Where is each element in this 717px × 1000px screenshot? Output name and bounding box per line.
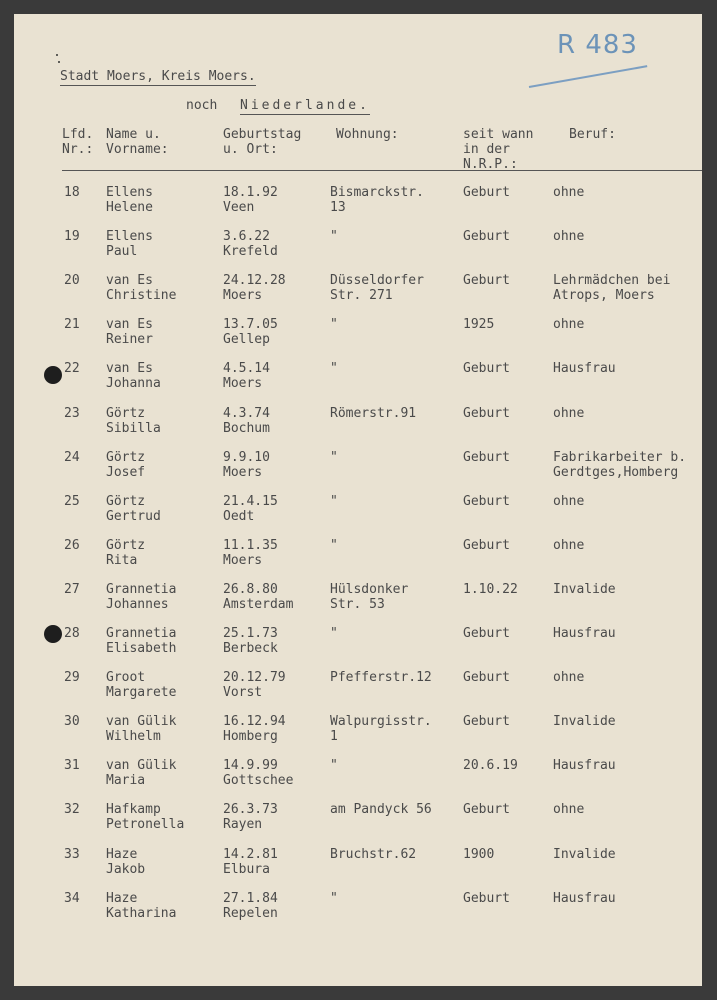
cell-birth: 14.2.81 Elbura <box>223 846 278 877</box>
cell-address: Bismarckstr. 13 <box>330 185 424 215</box>
cell-since: 1.10.22 <box>463 581 518 597</box>
table-row <box>14 582 702 626</box>
table-row <box>14 450 702 494</box>
cell-since: Geburt <box>463 273 510 289</box>
cell-job: ohne <box>553 537 585 553</box>
cell-since: Geburt <box>463 802 510 818</box>
cell-birth: 4.5.14 Moers <box>223 361 270 392</box>
cell-name: van Es Christine <box>106 273 177 304</box>
cell-nr: 27 <box>64 581 80 597</box>
cell-birth: 20.12.79 Vorst <box>223 670 286 701</box>
cell-birth: 26.8.80 Amsterdam <box>223 581 294 612</box>
cell-nr: 30 <box>64 714 80 730</box>
cell-birth: 11.1.35 Moers <box>223 537 278 568</box>
cell-birth: 3.6.22 Krefeld <box>223 229 278 260</box>
cell-name: Görtz Josef <box>106 449 146 480</box>
pencil-stroke <box>529 65 648 88</box>
cell-address: " <box>330 537 338 553</box>
cell-name: Görtz Sibilla <box>106 405 161 436</box>
cell-address: Walpurgisstr. 1 <box>330 714 432 745</box>
cell-since: Geburt <box>463 405 510 421</box>
cell-nr: 34 <box>64 890 80 906</box>
cell-birth: 26.3.73 Rayen <box>223 802 278 833</box>
cell-name: Hafkamp Petronella <box>106 802 185 833</box>
table-row <box>14 714 702 758</box>
cell-since: 1900 <box>463 846 495 862</box>
table-row <box>14 185 702 229</box>
cell-address: am Pandyck 56 <box>330 802 432 818</box>
cell-job: ohne <box>553 405 585 421</box>
paper-speck <box>58 61 60 63</box>
cell-nr: 18 <box>64 185 80 200</box>
table-row <box>14 758 702 802</box>
cell-nr: 22 <box>64 361 80 377</box>
cell-name: Görtz Rita <box>106 537 146 568</box>
cell-name: van Gülik Maria <box>106 758 177 789</box>
cell-job: Hausfrau <box>553 890 616 906</box>
cell-since: Geburt <box>463 890 510 906</box>
cell-name: van Es Johanna <box>106 361 161 392</box>
cell-address: Hülsdonker Str. 53 <box>330 581 409 612</box>
document-page <box>14 14 702 986</box>
cell-birth: 21.4.15 Oedt <box>223 493 278 524</box>
country-heading: Niederlande. <box>240 98 370 113</box>
cell-address: " <box>330 890 338 906</box>
table-row <box>14 494 702 538</box>
town-heading: Stadt Moers, Kreis Moers. <box>60 69 256 84</box>
cell-birth: 25.1.73 Berbeck <box>223 626 278 656</box>
cell-since: Geburt <box>463 714 510 730</box>
cell-address: " <box>330 626 338 641</box>
cell-name: Haze Katharina <box>106 890 177 921</box>
cell-name: Groot Margarete <box>106 670 177 701</box>
table-row <box>14 802 702 846</box>
table-row <box>14 229 702 273</box>
cell-nr: 31 <box>64 758 80 774</box>
cell-job: Fabrikarbeiter b. Gerdtges,Homberg <box>553 449 687 480</box>
cell-job: Invalide <box>553 581 616 597</box>
cell-nr: 33 <box>64 846 80 862</box>
cell-job: Hausfrau <box>553 361 616 377</box>
paper-speck <box>56 54 58 56</box>
cell-job: Invalide <box>553 846 616 862</box>
cell-address: Pfefferstr.12 <box>330 670 432 686</box>
cell-nr: 24 <box>64 449 80 465</box>
cell-nr: 19 <box>64 229 80 245</box>
cell-nr: 28 <box>64 626 80 641</box>
cell-since: Geburt <box>463 626 510 641</box>
col-header-name: Name u. Vorname: <box>106 127 169 157</box>
col-header-nr: Lfd. Nr.: <box>62 127 94 157</box>
cell-nr: 21 <box>64 317 80 333</box>
cell-nr: 20 <box>64 273 80 289</box>
cell-job: Hausfrau <box>553 626 616 641</box>
cell-name: Grannetia Johannes <box>106 581 177 612</box>
col-header-birth: Geburtstag u. Ort: <box>223 127 302 157</box>
table-row <box>14 538 702 582</box>
cell-birth: 9.9.10 Moers <box>223 449 270 480</box>
country-prefix: noch <box>186 98 218 113</box>
cell-since: 20.6.19 <box>463 758 518 774</box>
cell-job: ohne <box>553 185 585 200</box>
cell-job: ohne <box>553 229 585 245</box>
archive-reference-note: R 483 <box>557 30 638 60</box>
col-header-job: Beruf: <box>569 127 616 142</box>
cell-birth: 24.12.28 Moers <box>223 273 286 304</box>
col-header-since: seit wann in der N.R.P.: <box>463 127 534 172</box>
table-row <box>14 273 702 317</box>
cell-name: Grannetia Elisabeth <box>106 626 177 656</box>
cell-job: Hausfrau <box>553 758 616 774</box>
cell-nr: 25 <box>64 493 80 509</box>
cell-address: " <box>330 317 338 333</box>
cell-since: Geburt <box>463 449 510 465</box>
table-row <box>14 317 702 361</box>
cell-since: Geburt <box>463 229 510 245</box>
cell-birth: 18.1.92 Veen <box>223 185 278 215</box>
cell-job: ohne <box>553 670 585 686</box>
cell-address: " <box>330 229 338 245</box>
cell-name: Ellens Helene <box>106 185 153 215</box>
cell-nr: 29 <box>64 670 80 686</box>
cell-job: ohne <box>553 317 585 333</box>
cell-birth: 4.3.74 Bochum <box>223 405 270 436</box>
table-row <box>14 847 702 891</box>
cell-since: Geburt <box>463 493 510 509</box>
col-header-address: Wohnung: <box>336 127 399 142</box>
cell-nr: 32 <box>64 802 80 818</box>
cell-since: 1925 <box>463 317 495 333</box>
table-row <box>14 670 702 714</box>
cell-nr: 26 <box>64 537 80 553</box>
cell-address: " <box>330 493 338 509</box>
cell-address: Düsseldorfer Str. 271 <box>330 273 424 304</box>
cell-address: " <box>330 449 338 465</box>
cell-address: Bruchstr.62 <box>330 846 417 862</box>
cell-birth: 27.1.84 Repelen <box>223 890 278 921</box>
header-rule <box>62 170 702 171</box>
cell-job: ohne <box>553 802 585 818</box>
cell-address: " <box>330 361 338 377</box>
cell-job: Lehrmädchen bei Atrops, Moers <box>553 273 671 304</box>
cell-since: Geburt <box>463 670 510 686</box>
cell-name: Görtz Gertrud <box>106 493 161 524</box>
cell-birth: 14.9.99 Gottschee <box>223 758 294 789</box>
cell-nr: 23 <box>64 405 80 421</box>
table-row <box>14 626 702 670</box>
cell-birth: 13.7.05 Gellep <box>223 317 278 348</box>
table-row <box>14 361 702 405</box>
cell-name: Ellens Paul <box>106 229 153 260</box>
cell-name: van Es Reiner <box>106 317 153 348</box>
cell-since: Geburt <box>463 361 510 377</box>
cell-name: van Gülik Wilhelm <box>106 714 177 745</box>
table-row <box>14 406 702 450</box>
cell-since: Geburt <box>463 185 510 200</box>
cell-address: Römerstr.91 <box>330 405 417 421</box>
cell-job: Invalide <box>553 714 616 730</box>
cell-address: " <box>330 758 338 774</box>
cell-name: Haze Jakob <box>106 846 146 877</box>
cell-since: Geburt <box>463 537 510 553</box>
cell-job: ohne <box>553 493 585 509</box>
cell-birth: 16.12.94 Homberg <box>223 714 286 745</box>
table-row <box>14 891 702 935</box>
